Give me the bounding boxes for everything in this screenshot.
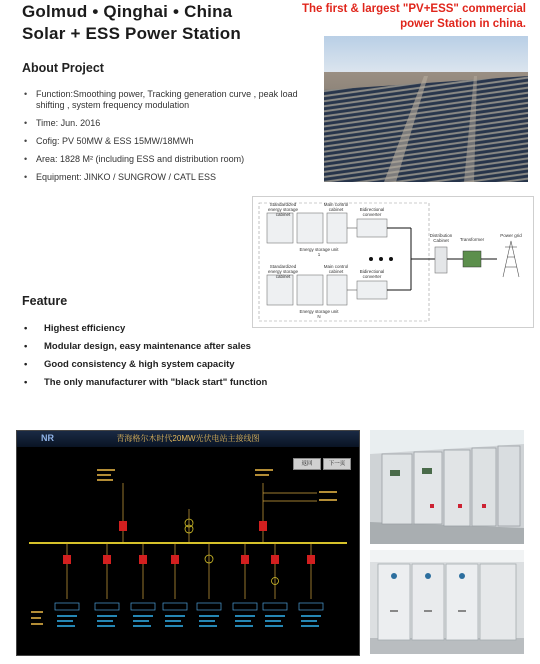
about-item-equipment: • Equipment: JINKO / SUNGROW / CATL ESS <box>24 172 324 183</box>
ess-cabinet-photo-1 <box>370 430 524 544</box>
diagram-unitN-storage-label: Standardized energy storage cabinet <box>267 264 299 279</box>
feature-item-efficiency: • Highest efficiency <box>22 323 322 334</box>
feature-item-black-start: • The only manufacturer with "black start" function <box>22 377 322 388</box>
diagram-transformer-label: Transformer <box>459 237 485 242</box>
tagline <box>266 2 526 32</box>
solar-farm-photo <box>324 36 528 182</box>
diagram-unitN-caption: Energy storage unit N <box>299 309 339 319</box>
about-list <box>24 89 324 190</box>
tagline-line-1: The first & largest "PV+ESS" commercial <box>301 3 526 15</box>
about-item-time: • Time: Jun. 2016 <box>24 118 324 129</box>
page-title-line-2: Solar + ESS Power Station <box>22 24 241 43</box>
scada-title: 青海格尔木时代20MW光伏电站主接线图 <box>116 434 260 443</box>
diagram-unitN-control-label: Main control cabinet <box>323 264 349 274</box>
scada-screen <box>16 430 360 656</box>
about-heading: About Project <box>22 61 104 75</box>
page-title-line-1: Golmud • Qinghai • China <box>22 2 233 21</box>
diagram-distribution-label: Distribution Cabinet <box>429 233 453 243</box>
feature-item-modular: • Modular design, easy maintenance after sales <box>22 341 322 352</box>
diagram-unit1-control-label: Main control cabinet <box>323 202 349 212</box>
diagram-unit1-converter-label: Bidirectional converter <box>359 207 385 217</box>
feature-item-consistency: • Good consistency & high system capacity <box>22 359 322 370</box>
diagram-unit1-caption: Energy storage unit 1 <box>299 247 339 257</box>
diagram-unitN-converter-label: Bidirectional converter <box>359 269 385 279</box>
ess-cabinet-photo-2 <box>370 550 524 654</box>
about-item-area: • Area: 1828 M² (including ESS and distribution room) <box>24 154 324 165</box>
scada-back-button[interactable]: 返回 <box>293 458 321 470</box>
feature-heading: Feature <box>22 294 68 308</box>
feature-list <box>22 323 322 395</box>
tagline-line-2: power Station in china. <box>400 18 526 30</box>
ess-system-diagram <box>252 196 534 328</box>
about-item-function: • Function:Smoothing power, Tracking generation curve , peak load shifting , system frequency modulation <box>24 89 324 111</box>
about-item-config: • Cofig: PV 50MW & ESS 15MW/18MWh <box>24 136 324 147</box>
diagram-grid-label: Power grid <box>500 233 522 238</box>
diagram-unit1-storage-label: Standardized energy storage cabinet <box>267 202 299 217</box>
scada-logo: NR <box>41 433 54 443</box>
scada-next-button[interactable]: 下一页 <box>323 458 351 470</box>
